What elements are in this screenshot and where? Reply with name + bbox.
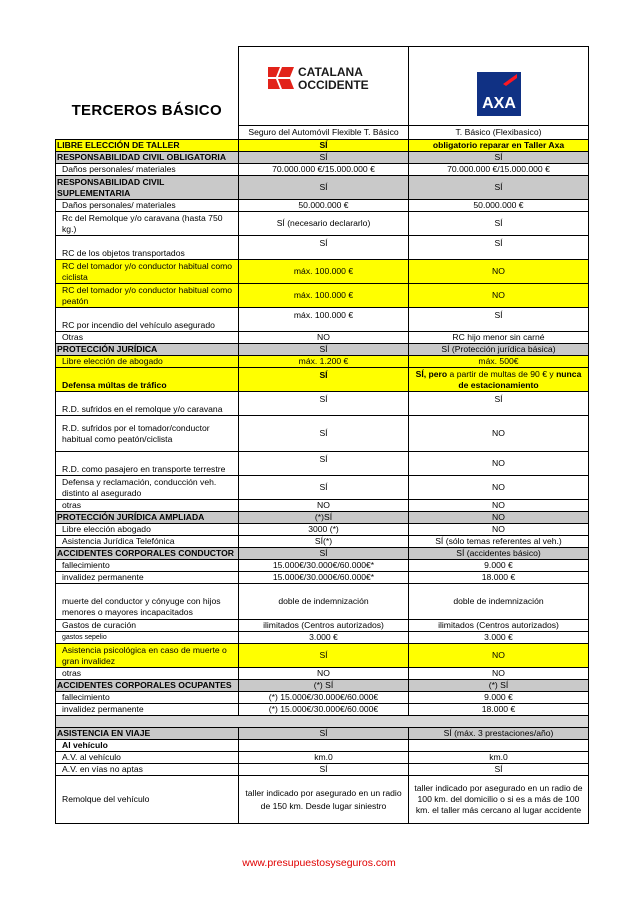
- catalana-value: SÍ: [239, 344, 409, 356]
- catalana-value: (*) 15.000€/30.000€/60.000€: [239, 692, 409, 704]
- table-row: [56, 572, 589, 584]
- axa-value-part: a partir de multas de 90 € y: [447, 368, 557, 379]
- table-row: [56, 644, 589, 668]
- table-row: [56, 632, 589, 644]
- catalana-value: taller indicado por asegurado en un radio de 150 km. Desde lugar siniestro: [239, 776, 409, 824]
- catalana-value: SÍ: [239, 644, 409, 668]
- row-label: invalidez permanente: [56, 572, 239, 584]
- catalana-value: (*)SÍ: [239, 512, 409, 524]
- row-label: RESPONSABILIDAD CIVIL OBLIGATORIA: [56, 152, 239, 164]
- axa-value: 50.000.000 €: [409, 200, 589, 212]
- catalana-logo-cell: [239, 47, 409, 126]
- axa-logo-cell: [409, 47, 589, 126]
- axa-value: NO: [409, 512, 589, 524]
- row-label: ACCIDENTES CORPORALES CONDUCTOR: [56, 548, 239, 560]
- row-label: otras: [56, 500, 239, 512]
- row-label: A.V. en vías no aptas: [56, 764, 239, 776]
- row-label: Defensa y reclamación, conducción veh. distinto al asegurado: [56, 476, 239, 500]
- axa-value: 18.000 €: [409, 572, 589, 584]
- row-label: otras: [56, 668, 239, 680]
- table-row: [56, 776, 589, 824]
- axa-value: SÍ: [409, 212, 589, 236]
- table-row: [56, 740, 589, 752]
- catalana-value: 3.000 €: [239, 632, 409, 644]
- catalana-value: NO: [239, 500, 409, 512]
- product-row: [56, 126, 589, 140]
- table-row: [56, 356, 589, 368]
- axa-value: 9.000 €: [409, 692, 589, 704]
- row-label: ASISTENCIA EN VIAJE: [56, 728, 239, 740]
- row-label: ACCIDENTES CORPORALES OCUPANTES: [56, 680, 239, 692]
- catalana-value: SÍ: [239, 728, 409, 740]
- catalana-value: máx. 100.000 €: [239, 260, 409, 284]
- row-label: Asistencia psicológica en caso de muerte o gran invalidez: [56, 644, 239, 668]
- row-label: R.D. como pasajero en transporte terrestre: [56, 452, 239, 476]
- table-row: [56, 344, 589, 356]
- axa-value: NO: [409, 476, 589, 500]
- axa-value: SÍ (accidentes básico): [409, 548, 589, 560]
- row-label: Gastos de curación: [56, 620, 239, 632]
- table-row: [56, 476, 589, 500]
- axa-value: máx. 500€: [409, 356, 589, 368]
- table-row: [56, 668, 589, 680]
- axa-value: SÍ: [409, 308, 589, 332]
- axa-value-part: SÍ, pero: [415, 368, 448, 379]
- axa-value: SÍ (máx. 3 prestaciones/año): [409, 728, 589, 740]
- row-label: invalidez permanente: [56, 704, 239, 716]
- row-label: PROTECCIÓN JURÍDICA: [56, 344, 239, 356]
- table-row: [56, 260, 589, 284]
- catalana-value: SÍ (necesario declararlo): [239, 212, 409, 236]
- axa-value: NO: [409, 500, 589, 512]
- table-row: [56, 752, 589, 764]
- catalana-value: km.0: [239, 752, 409, 764]
- table-row: [56, 620, 589, 632]
- catalana-value: SÍ: [239, 140, 409, 152]
- axa-value: (*) SÍ: [409, 680, 589, 692]
- catalana-logo-line1: CATALANA: [297, 65, 363, 79]
- header-logo-row: [56, 47, 589, 126]
- catalana-value: NO: [239, 332, 409, 344]
- table-row: [56, 680, 589, 692]
- axa-logo-text: AXA: [481, 95, 516, 112]
- catalana-value: máx. 100.000 €: [239, 284, 409, 308]
- row-label: Rc del Remolque y/o caravana (hasta 750 kg.): [56, 212, 239, 236]
- row-label: LIBRE ELECCIÓN DE TALLER: [56, 140, 239, 152]
- table-row: [56, 200, 589, 212]
- axa-value: [409, 368, 589, 392]
- row-label: Daños personales/ materiales: [56, 164, 239, 176]
- axa-value: km.0: [409, 752, 589, 764]
- catalana-value: máx. 100.000 €: [239, 308, 409, 332]
- table-row: [56, 164, 589, 176]
- row-label: gastos sepelio: [56, 632, 239, 644]
- row-label: fallecimiento: [56, 560, 239, 572]
- table-row: [56, 212, 589, 236]
- axa-value: SÍ: [409, 176, 589, 200]
- catalana-icon: [268, 67, 294, 89]
- axa-value: 70.000.000 €/15.000.000 €: [409, 164, 589, 176]
- table-row: [56, 152, 589, 164]
- table-row: [56, 584, 589, 620]
- row-label: Daños personales/ materiales: [56, 200, 239, 212]
- row-label: RC del tomador y/o conductor habitual como ciclista: [56, 260, 239, 284]
- axa-value: RC hijo menor sin carné: [409, 332, 589, 344]
- axa-value: NO: [409, 260, 589, 284]
- table-row: [56, 548, 589, 560]
- row-label: Defensa múltas de tráfico: [56, 368, 239, 392]
- catalana-logo-line2: OCCIDENTE: [297, 78, 369, 92]
- catalana-value: SÍ: [239, 392, 409, 416]
- catalana-value: doble de indemnización: [239, 584, 409, 620]
- table-row: [56, 512, 589, 524]
- catalana-value: ilimitados (Centros autorizados): [239, 620, 409, 632]
- table-row: [56, 704, 589, 716]
- axa-product-name: T. Básico (Flexibasico): [409, 126, 589, 140]
- table-row: [56, 236, 589, 260]
- axa-value: SÍ: [409, 392, 589, 416]
- catalana-value: 3000 (*): [239, 524, 409, 536]
- catalana-value: (*) SÍ: [239, 680, 409, 692]
- row-label: PROTECCIÓN JURÍDICA AMPLIADA: [56, 512, 239, 524]
- catalana-value: SÍ: [239, 416, 409, 452]
- catalana-value: (*) 15.000€/30.000€/60.000€: [239, 704, 409, 716]
- catalana-value: SÍ(*): [239, 536, 409, 548]
- table-row: [56, 176, 589, 200]
- table-row: [56, 332, 589, 344]
- table-row: [56, 536, 589, 548]
- table-row: [56, 692, 589, 704]
- row-label: R.D. sufridos por el tomador/conductor habitual como peatón/ciclista: [56, 416, 239, 452]
- comparison-table: [55, 46, 589, 824]
- axa-value: NO: [409, 416, 589, 452]
- row-label: Libre elección abogado: [56, 524, 239, 536]
- catalana-value: SÍ: [239, 452, 409, 476]
- table-row: [56, 140, 589, 152]
- axa-value: obligatorio reparar en Taller Axa: [409, 140, 589, 152]
- comparison-sheet: [55, 46, 588, 824]
- axa-value: ilimitados (Centros autorizados): [409, 620, 589, 632]
- axa-value: NO: [409, 524, 589, 536]
- axa-value: NO: [409, 284, 589, 308]
- axa-value: SÍ (sólo temas referentes al veh.): [409, 536, 589, 548]
- table-row: [56, 524, 589, 536]
- page-title: TERCEROS BÁSICO: [71, 101, 222, 119]
- axa-value: SÍ (Protección jurídica básica): [409, 344, 589, 356]
- row-label: R.D. sufridos en el remolque y/o caravana: [56, 392, 239, 416]
- axa-value: 18.000 €: [409, 704, 589, 716]
- table-row: [56, 452, 589, 476]
- row-label: Remolque del vehículo: [56, 776, 239, 824]
- catalana-value: 70.000.000 €/15.000.000 €: [239, 164, 409, 176]
- row-label: Otras: [56, 332, 239, 344]
- row-label: RC de los objetos transportados: [56, 236, 239, 260]
- table-row: [56, 392, 589, 416]
- spacer-row: [56, 716, 589, 728]
- catalana-value: máx. 1.200 €: [239, 356, 409, 368]
- axa-value: 9.000 €: [409, 560, 589, 572]
- catalana-value: SÍ: [239, 548, 409, 560]
- row-label: RESPONSABILIDAD CIVIL SUPLEMENTARIA: [56, 176, 239, 200]
- row-label: RC por incendio del vehículo asegurado: [56, 308, 239, 332]
- axa-logo: [477, 72, 521, 116]
- axa-value: SÍ: [409, 764, 589, 776]
- table-row: [56, 416, 589, 452]
- row-label: fallecimiento: [56, 692, 239, 704]
- row-label: Asistencia Jurídica Telefónica: [56, 536, 239, 548]
- footer-link[interactable]: www.presupuestosyseguros.com: [242, 857, 396, 869]
- axa-value: doble de indemnización: [409, 584, 589, 620]
- catalana-value: SÍ: [239, 152, 409, 164]
- axa-value-part: nunca de estacionamiento: [458, 368, 582, 390]
- catalana-value: 15.000€/30.000€/60.000€*: [239, 572, 409, 584]
- catalana-product-name: Seguro del Automóvil Flexible T. Básico: [239, 126, 409, 140]
- catalana-value: SÍ: [239, 368, 409, 392]
- row-label: muerte del conductor y cónyuge con hijos menores o mayores incapacitados: [56, 584, 239, 620]
- catalana-value: SÍ: [239, 476, 409, 500]
- axa-value: SÍ: [409, 152, 589, 164]
- catalana-value: SÍ: [239, 764, 409, 776]
- catalana-value: SÍ: [239, 176, 409, 200]
- axa-value: 3.000 €: [409, 632, 589, 644]
- axa-value: NO: [409, 668, 589, 680]
- table-row: [56, 284, 589, 308]
- catalana-value: SÍ: [239, 236, 409, 260]
- catalana-value: NO: [239, 668, 409, 680]
- axa-value: NO: [409, 644, 589, 668]
- catalana-value: 15.000€/30.000€/60.000€*: [239, 560, 409, 572]
- table-row: [56, 728, 589, 740]
- row-label: Libre elección de abogado: [56, 356, 239, 368]
- table-row: [56, 308, 589, 332]
- axa-value: taller indicado por asegurado en un radio de 100 km. del domicilio o si es a más de 100 km. el taller más cercano al lugar accidente: [409, 776, 589, 824]
- axa-value: NO: [409, 452, 589, 476]
- row-label: RC del tomador y/o conductor habitual como peatón: [56, 284, 239, 308]
- row-label: A.V. al vehículo: [56, 752, 239, 764]
- row-label: Al vehículo: [56, 740, 239, 752]
- table-row: [56, 368, 589, 392]
- catalana-value: 50.000.000 €: [239, 200, 409, 212]
- table-row: [56, 500, 589, 512]
- axa-value: SÍ: [409, 236, 589, 260]
- table-row: [56, 560, 589, 572]
- catalana-occidente-logo: [266, 63, 382, 93]
- table-row: [56, 764, 589, 776]
